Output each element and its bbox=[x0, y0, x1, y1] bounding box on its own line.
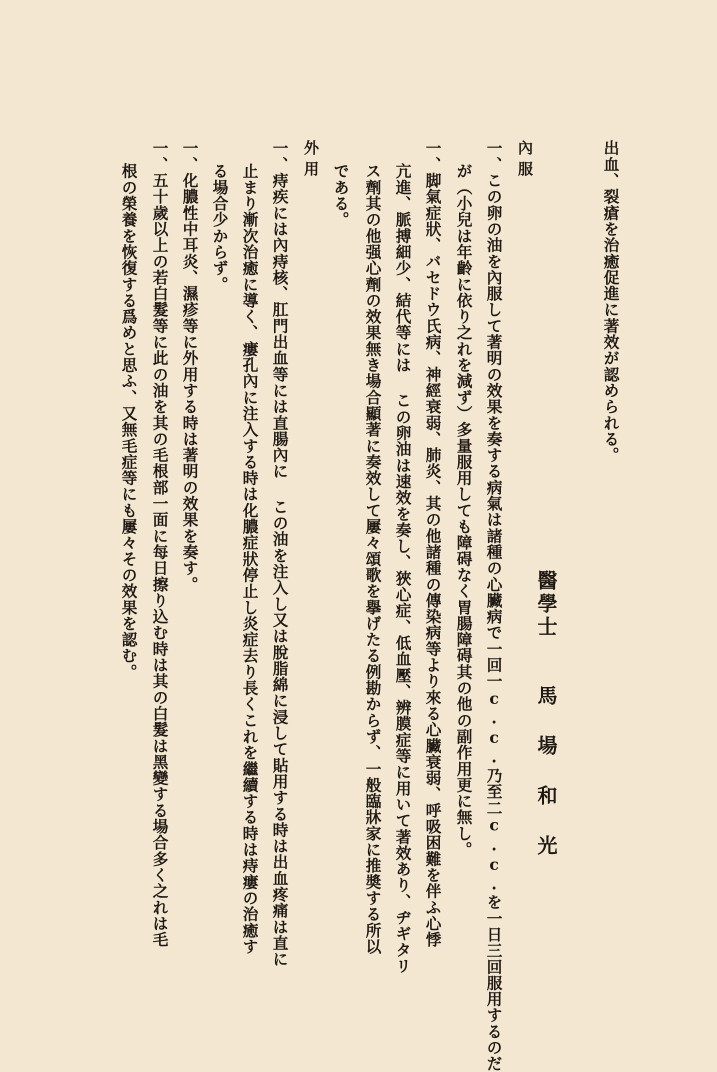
intro-line: 出血、裂瘡を治癒促進に著效が認められる。 bbox=[601, 140, 621, 463]
author-title: 醫學士 bbox=[534, 570, 558, 639]
author-byline bbox=[536, 570, 556, 885]
internal-item-2-line-2: 亢進、脈搏細少、結代等には この卵油は速效を奏し、狹心症、低血壓、辨膜症等に用いて著效あり、ヂギタリ bbox=[393, 163, 413, 974]
external-item-1-line-3: る場合少からず。 bbox=[210, 163, 230, 293]
internal-item-2-line-3: ス劑其の他强心劑の效果無き場合顯著に奏效して屢々頌歌を擧げたる例勘からず、一般臨牀家に推奬する所以 bbox=[363, 163, 383, 955]
external-item-3-line-1: 一、五十歲以上の若白髮等に此の油を其の毛根部一面に每日擦り込む時は其の白髮は黑變する場合多く之れは毛 bbox=[150, 140, 170, 948]
external-item-2-line-1: 一、化膿性中耳炎、濕疹等に外用する時は著明の效果を奏す。 bbox=[180, 140, 200, 593]
external-item-1-line-1: 一、痔疾には內痔核、肛門出血等には直腸內に この油を注入し又は脫脂綿に浸して貼用する時は出血疼痛は直に bbox=[270, 140, 290, 968]
external-item-3-line-2: 根の榮養を恢復する爲めと思ふ、又無毛症等にも屢々その效果を認む。 bbox=[119, 163, 139, 680]
internal-item-1-line-1: 一、この卵の油を內服して著明の效果を奏する病氣は諸種の心臟病で一回一c.c.乃至二c.c.を一日三回服用するのだ bbox=[484, 140, 504, 1072]
author-name: 馬場和光 bbox=[534, 685, 558, 885]
section-heading-internal: 內服 bbox=[516, 140, 534, 182]
section-heading-external: 外用 bbox=[302, 140, 320, 182]
internal-item-2-line-1: 一、脚氣症狀、バセドウ氏病、神經衰弱、肺炎、其の他諸種の傳染病等より來る心臟衰弱、呼吸困難を伴ふ心悸 bbox=[423, 140, 443, 948]
external-item-1-line-2: 止まり漸次治癒に導く、瘻孔內に注入する時は化膿症狀停止し炎症去り長くこれを繼續する時は痔瘻の治癒す bbox=[240, 163, 260, 955]
internal-item-1-line-2: が（小兒は年齡に依り之れを減ず）多量服用しても障碍なく胃腸障碍其の他の副作用更に無し。 bbox=[454, 163, 474, 858]
internal-item-2-line-4: である。 bbox=[331, 163, 351, 228]
